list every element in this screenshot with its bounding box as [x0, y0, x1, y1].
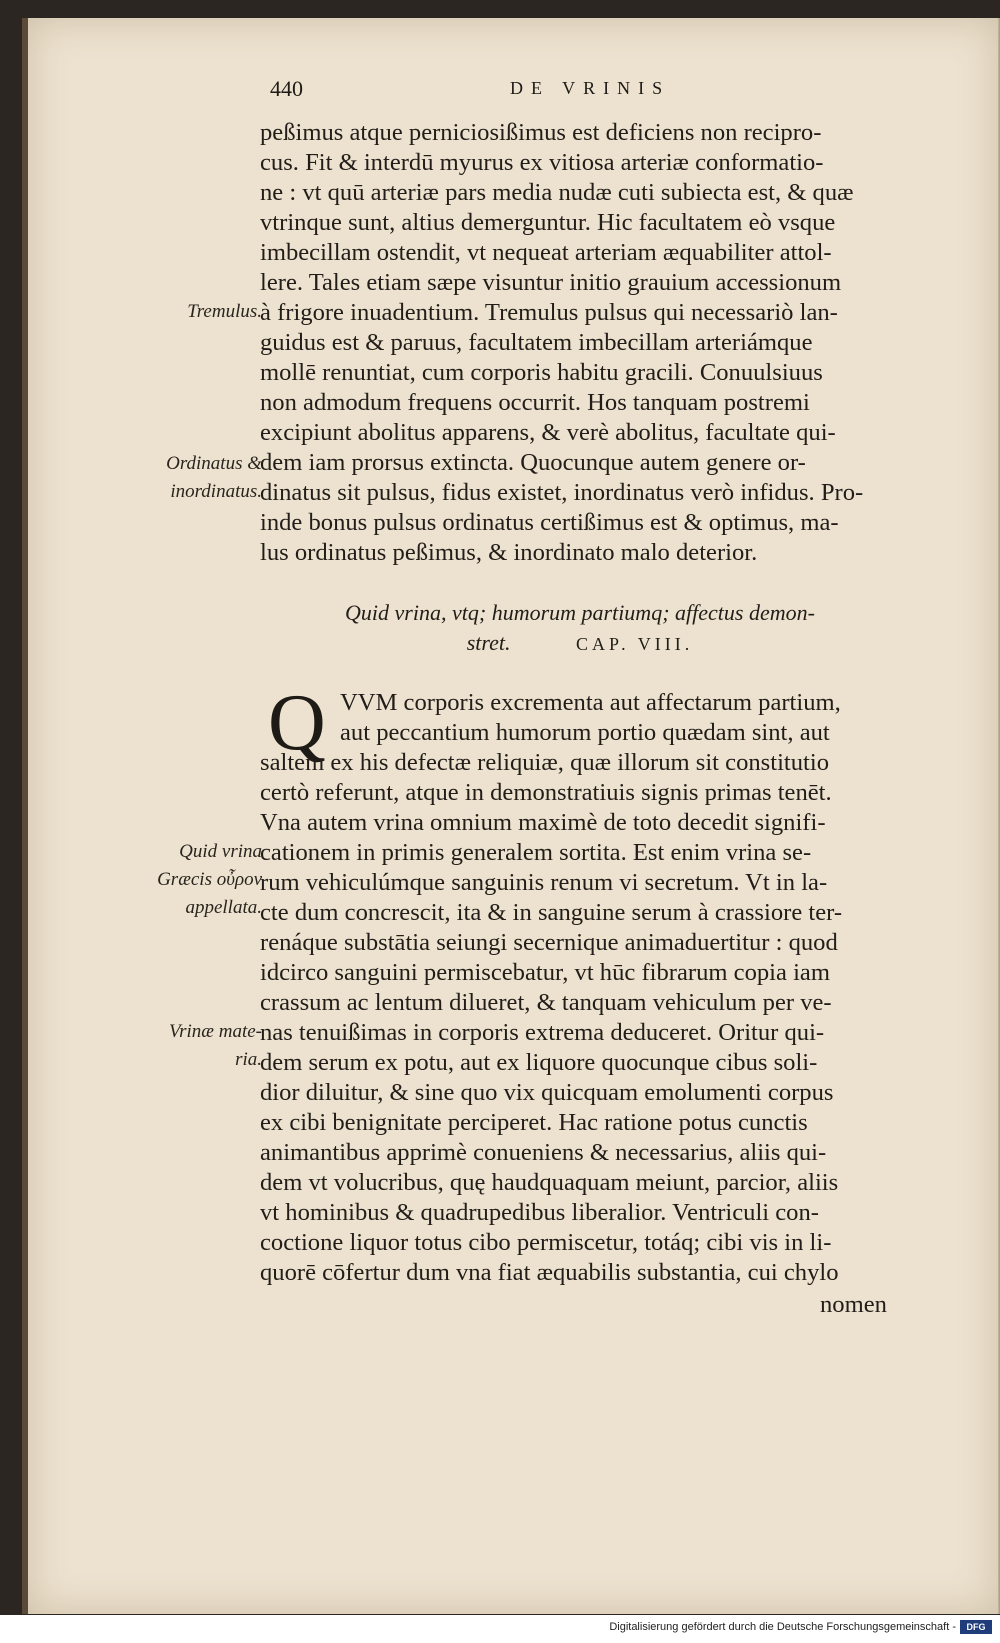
text-line: saltem ex his defectæ reliquiæ, quæ illorum sit constitutio [260, 749, 830, 776]
text-line: dior diluitur, & sine quo vix quicquam emolumenti corpus [260, 1079, 834, 1106]
running-title: DE VRINIS [510, 78, 671, 98]
funding-credit: Digitalisierung gefördert durch die Deutsche Forschungsgemeinschaft - [609, 1621, 956, 1633]
text-line: inde bonus pulsus ordinatus certißimus est & optimus, ma- [260, 509, 839, 536]
text-line: non admodum frequens occurrit. Hos tanquam postremi [260, 389, 810, 416]
text-line: à frigore inuadentium. Tremulus pulsus qui necessariò lan- [260, 299, 838, 326]
text-line: ne : vt quū arteriæ pars media nudæ cuti subiecta est, & quæ [260, 179, 854, 206]
page-number: 440 [270, 76, 303, 101]
chapter-title: Quid vrina, vtq; humorum partiumq; affectus demon- [345, 600, 815, 625]
text-line: ex cibi benignitate perciperet. Hac ratione potus cunctis [260, 1109, 808, 1136]
text-line: vt hominibus & quadrupedibus liberalior. Ventriculi con- [260, 1199, 819, 1226]
text-line: VVM corporis excrementa aut affectarum partium, [340, 689, 841, 716]
margin-note-vrinae-materia: Vrinæ mate- [168, 1021, 262, 1042]
text-line: dem iam prorsus extincta. Quocunque autem genere or- [260, 449, 806, 476]
text-line: lere. Tales etiam sæpe visuntur initio grauium accessionum [260, 269, 842, 296]
text-line: lus ordinatus peßimus, & inordinato malo deterior. [260, 539, 758, 566]
margin-note-vrinae-materia-end: ria. [235, 1049, 262, 1070]
margin-note-inordinatus: inordinatus. [170, 481, 262, 502]
running-header [270, 76, 890, 108]
chapter-number: CAP. VIII. [576, 634, 694, 654]
text-line: peßimus atque perniciosißimus est deficiens non recipro- [260, 119, 822, 146]
text-line: coctione liquor totus cibo permiscetur, totáq; cibi vis in li- [260, 1229, 832, 1256]
dfg-logo: DFG [960, 1620, 992, 1634]
text-line: nas tenuißimas in corporis extrema deduceret. Oritur qui- [260, 1019, 825, 1046]
text-line: rum vehiculúmque sanguinis renum vi secretum. Vt in la- [260, 869, 828, 896]
text-line: certò referunt, atque in demonstratiuis signis primas tenēt. [260, 779, 832, 806]
footer-bar [0, 1615, 1000, 1643]
text-line: imbecillam ostendit, vt nequeat arteriam æquabiliter attol- [260, 239, 832, 266]
catchword: nomen [820, 1291, 887, 1318]
text-line: cus. Fit & interdū myurus ex vitiosa arteriæ conformatio- [260, 149, 824, 176]
margin-note-quid-vrina: Quid vrina [179, 841, 262, 862]
text-line: mollē renuntiat, cum corporis habitu gracili. Conuulsiuus [260, 359, 823, 386]
margin-note-ordinatus: Ordinatus & [166, 453, 262, 474]
margin-note-graecis: Græcis οὖρον [157, 869, 262, 890]
text-line: excipiunt abolitus apparens, & verè abolitus, facultate qui- [260, 419, 836, 446]
text-line: cte dum concrescit, ita & in sanguine serum à crassiore ter- [260, 899, 843, 926]
text-line: dem vt volucribus, quę haudquaquam meiunt, parcior, aliis [260, 1169, 839, 1196]
text-line: idcirco sanguini permiscebatur, vt hūc fibrarum copia iam [260, 959, 830, 986]
text-line: dem serum ex potu, aut ex liquore quocunque cibus soli- [260, 1049, 818, 1076]
margin-note-tremulus: Tremulus. [187, 301, 262, 322]
text-line: guidus est & paruus, facultatem imbecillam arteriámque [260, 329, 813, 356]
text-line: aut peccantium humorum portio quædam sint, aut [340, 719, 830, 746]
text-line: vtrinque sunt, altius demerguntur. Hic facultatem eò vsque [260, 209, 836, 236]
text-line: crassum ac lentum dilueret, & tanquam vehiculum per ve- [260, 989, 832, 1016]
drop-capital: Q [268, 679, 326, 767]
text-line: quorē cōfertur dum vna fiat æquabilis substantia, cui chylo [260, 1259, 839, 1286]
text-line: renáque substātia seiungi secernique animaduertitur : quod [260, 929, 838, 956]
text-line: dinatus sit pulsus, fidus existet, inordinatus verò infidus. Pro- [260, 479, 864, 506]
chapter-title-continued [260, 628, 900, 659]
chapter-title-end: stret. [466, 630, 511, 655]
text-line: Vna autem vrina omnium maximè de toto decedit signifi- [260, 809, 826, 836]
text-line: cationem in primis generalem sortita. Est enim vrina se- [260, 839, 812, 866]
margin-note-appellata: appellata. [185, 897, 262, 918]
text-line: animantibus apprimè conueniens & necessarius, aliis qui- [260, 1139, 827, 1166]
